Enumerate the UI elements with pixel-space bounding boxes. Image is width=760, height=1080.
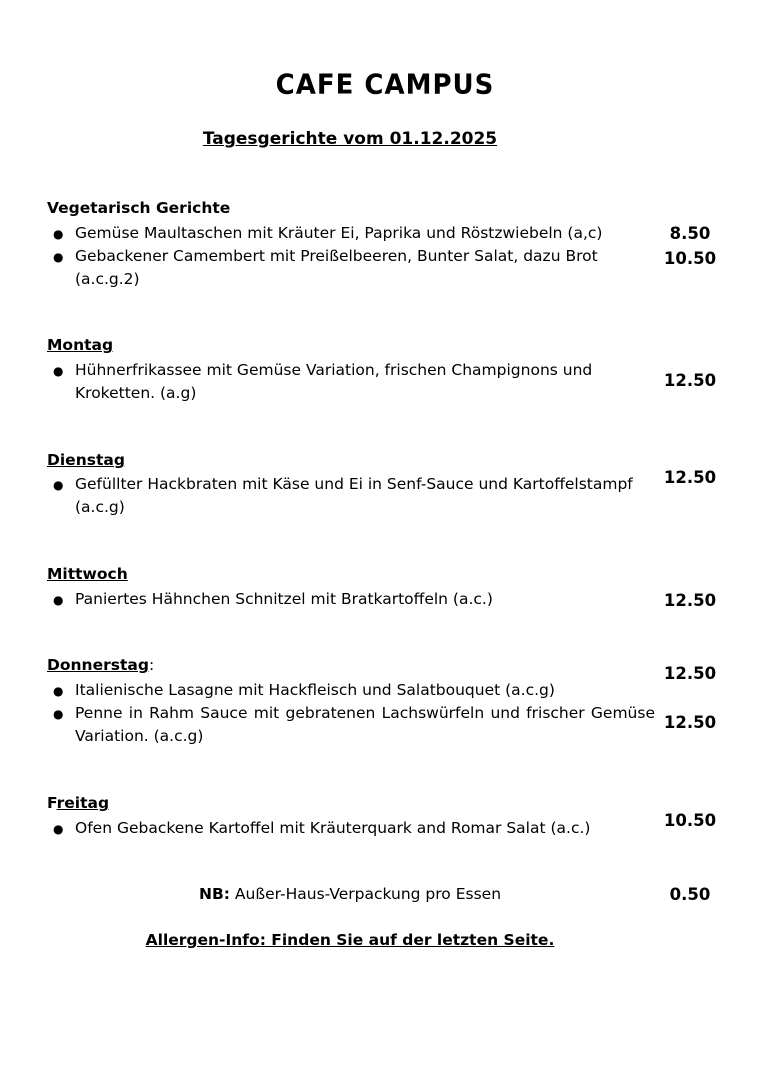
bullet-icon: ●	[53, 593, 64, 607]
bullet-icon: ●	[53, 822, 64, 836]
menu-item-lasagne: Italienische Lasagne mit Hackfleisch und Salatbouquet (a.c.g)	[75, 681, 555, 699]
section-title-vegetarisch: Vegetarisch Gerichte	[47, 199, 231, 217]
section-title-freitag: Freitag	[47, 794, 110, 812]
menu-item-ofenkartoffel: Ofen Gebackene Kartoffel mit Kräuterquark and Romar Salat (a.c.)	[75, 819, 591, 837]
price-huehnerfrikassee: 12.50	[663, 371, 717, 390]
section-title-mittwoch: Mittwoch	[47, 565, 128, 583]
allergen-info: Allergen-Info: Finden Sie auf der letzten Seite.	[145, 931, 555, 949]
menu-item-penne: Penne in Rahm Sauce mit gebratenen Lachswürfeln und frischer Gemüse Variation. (a.c.g)	[75, 704, 655, 745]
section-title-dienstag: Dienstag	[47, 451, 125, 469]
price-maultaschen: 8.50	[669, 224, 711, 243]
bullet-icon: ●	[53, 707, 64, 721]
menu-item-huehnerfrikassee: Hühnerfrikassee mit Gemüse Variation, frischen Champignons und Kroketten. (a.g)	[75, 361, 593, 402]
bullet-icon: ●	[53, 684, 64, 698]
bullet-icon: ●	[53, 478, 64, 492]
price-lasagne: 12.50	[663, 664, 717, 683]
section-title-donnerstag: Donnerstag:	[47, 656, 155, 674]
bullet-icon: ●	[53, 250, 64, 264]
packaging-note: NB: Außer-Haus-Verpackung pro Essen	[198, 885, 502, 903]
price-hackbraten: 12.50	[663, 468, 717, 487]
page-subtitle: Tagesgerichte vom 01.12.2025	[202, 129, 498, 149]
price-camembert: 10.50	[663, 249, 717, 268]
menu-item-schnitzel: Paniertes Hähnchen Schnitzel mit Bratkartoffeln (a.c.)	[75, 590, 493, 608]
menu-item-hackbraten: Gefüllter Hackbraten mit Käse und Ei in Senf-Sauce und Kartoffelstampf (a.c.g)	[75, 475, 633, 516]
price-schnitzel: 12.50	[663, 591, 717, 610]
menu-item-maultaschen: Gemüse Maultaschen mit Kräuter Ei, Paprika und Röstzwiebeln (a,c)	[75, 224, 603, 242]
section-title-montag: Montag	[47, 336, 114, 354]
menu-item-camembert: Gebackener Camembert mit Preißelbeeren, Bunter Salat, dazu Brot (a.c.g.2)	[75, 247, 598, 288]
price-penne: 12.50	[663, 713, 717, 732]
page-title: CAFE CAMPUS	[275, 69, 495, 101]
price-packaging: 0.50	[669, 885, 711, 904]
bullet-icon: ●	[53, 227, 64, 241]
bullet-icon: ●	[53, 364, 64, 378]
price-ofenkartoffel: 10.50	[663, 811, 717, 830]
